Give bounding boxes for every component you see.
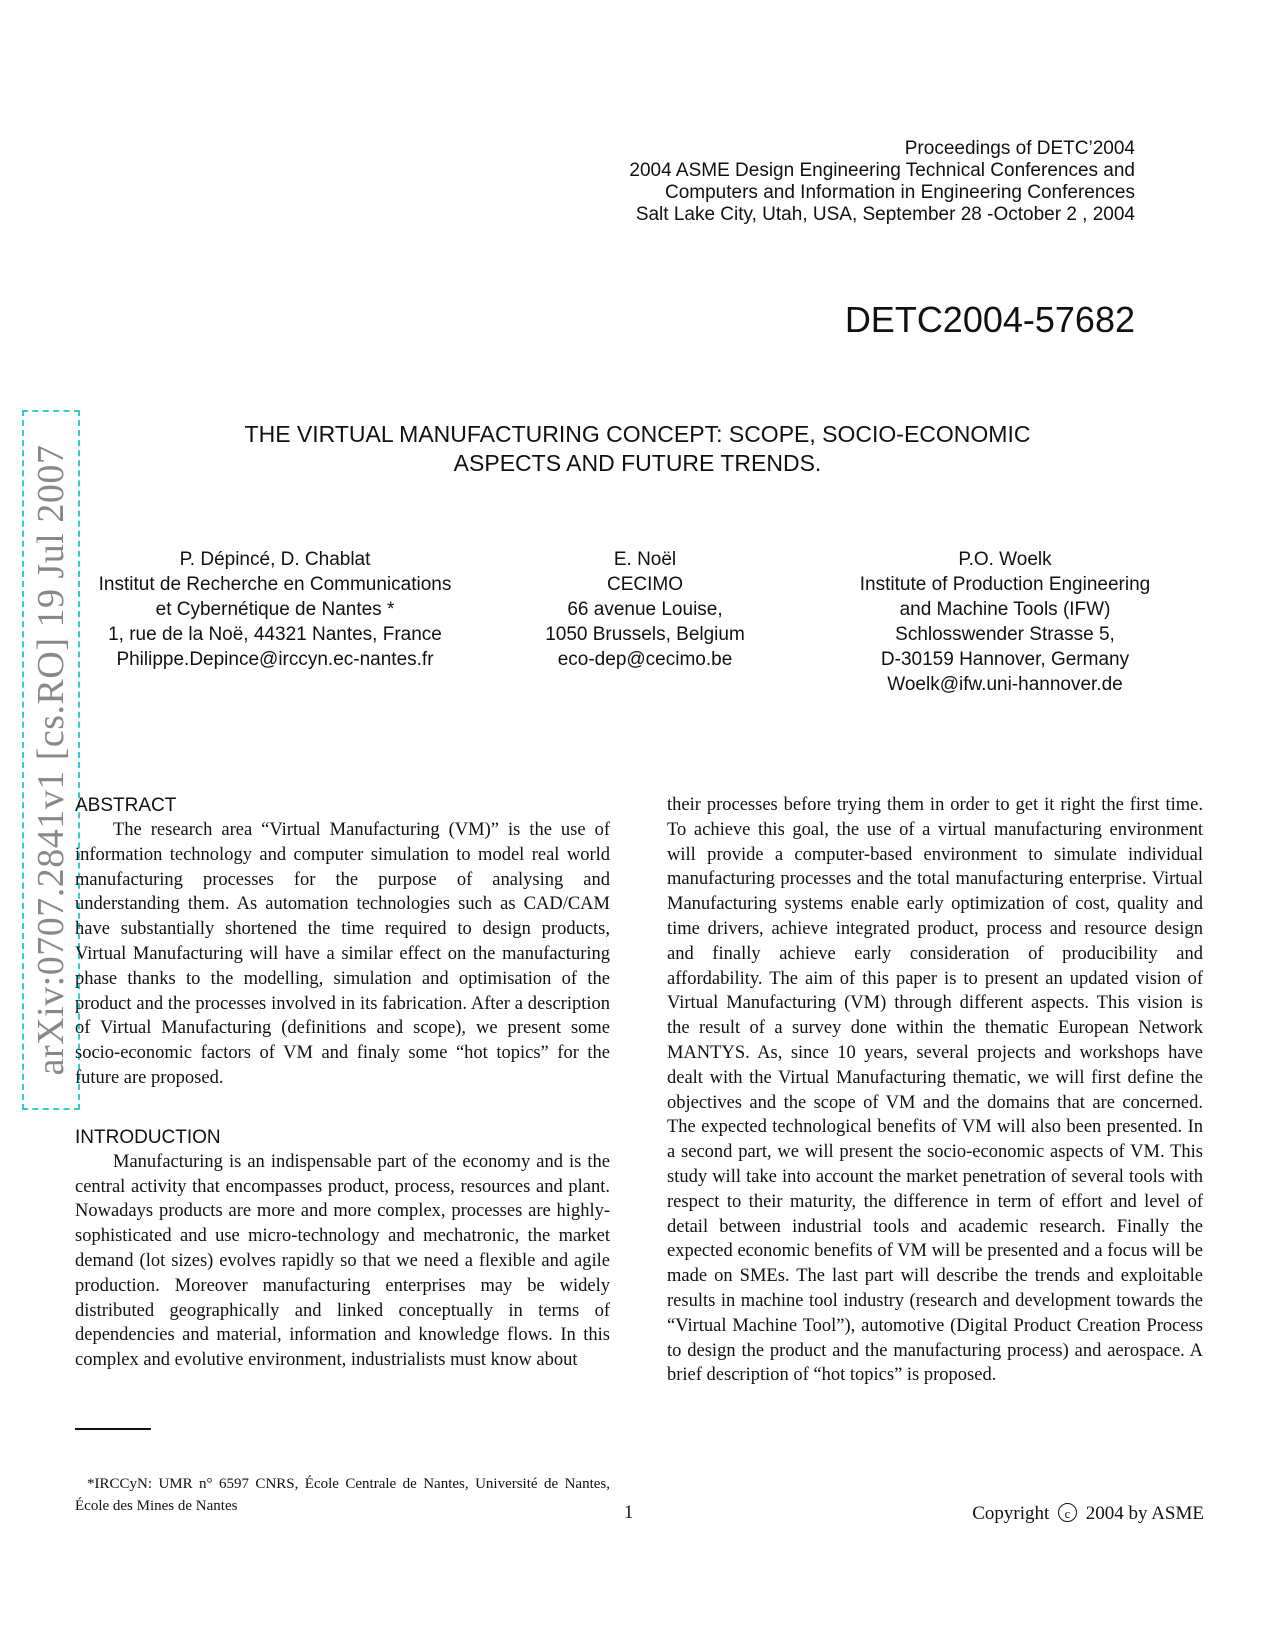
footnote-text: *IRCCyN: UMR n° 6597 CNRS, École Centrale de Nantes, Université de Nantes, École des Mines de Nantes bbox=[75, 1476, 610, 1514]
abstract-text: The research area “Virtual Manufacturing (VM)” is the use of information technology and computer simulation to model real world manufacturing processes for the purpose of analysing and understanding them. As automation technologies such as CAD/CAM have substantially shortened the time required to design products, Virtual Manufacturing will have a similar effect on the manufacturing phase thanks to the modelling, simulation and optimisation of the product and the processes involved in its fabrication. After a description of Virtual Manufacturing (definitions and scope), we present some socio-economic factors of VM and finaly some “hot topics” for the future are proposed. bbox=[75, 820, 610, 1088]
title-line: THE VIRTUAL MANUFACTURING CONCEPT: SCOPE, SOCIO-ECONOMIC bbox=[244, 421, 1031, 447]
author-email: Woelk@ifw.uni-hannover.de bbox=[887, 674, 1123, 695]
left-column bbox=[75, 793, 610, 1373]
proceedings-header bbox=[435, 138, 1135, 226]
author-address: 66 avenue Louise, bbox=[567, 599, 723, 620]
author-names: E. Noël bbox=[613, 549, 677, 570]
proceedings-line: 2004 ASME Design Engineering Technical Conferences and bbox=[629, 160, 1135, 181]
arxiv-identifier: arXiv:0707.2841v1 [cs.RO] 19 Jul 2007 bbox=[30, 444, 72, 1076]
proceedings-line: Proceedings of DETC’2004 bbox=[904, 138, 1135, 159]
author-address: 1050 Brussels, Belgium bbox=[545, 624, 745, 645]
author-address: Schlosswender Strasse 5, bbox=[895, 624, 1115, 645]
author-email: Philippe.Depince@irccyn.ec-nantes.fr bbox=[116, 649, 434, 670]
copyright-icon: c bbox=[1058, 1503, 1077, 1522]
author-affiliation: and Machine Tools (IFW) bbox=[899, 599, 1111, 620]
footnote bbox=[75, 1473, 610, 1517]
copyright-prefix: Copyright bbox=[972, 1503, 1050, 1524]
author-address: 1, rue de la Noë, 44321 Nantes, France bbox=[108, 624, 442, 645]
author-email: eco-dep@cecimo.be bbox=[557, 649, 733, 670]
author-block-1 bbox=[75, 547, 475, 672]
introduction-section bbox=[75, 1125, 610, 1373]
author-affiliation: Institut de Recherche en Communications bbox=[98, 574, 452, 595]
proceedings-line: Computers and Information in Engineering Conferences bbox=[665, 182, 1135, 203]
paper-id: DETC2004-57682 bbox=[844, 299, 1135, 340]
title-line: ASPECTS AND FUTURE TRENDS. bbox=[453, 450, 822, 476]
copyright-notice bbox=[972, 1503, 1204, 1525]
copyright-suffix: 2004 by ASME bbox=[1085, 1503, 1204, 1524]
author-address: D-30159 Hannover, Germany bbox=[880, 649, 1130, 670]
footnote-rule bbox=[75, 1428, 151, 1430]
introduction-text-right: their processes before trying them in order to get it right the first time. To achieve this goal, the use of a virtual manufacturing environment will provide a computer-based environment to simulate individual manufacturing processes and the total manufacturing enterprise. Virtual Manufacturing systems enable early optimization of cost, quality and time drivers, achieve integrated product, process and resource design and finally achieve early consideration of producibility and affordability. The aim of this paper is to present an updated vision of Virtual Manufacturing (VM) through different aspects. This vision is the result of a survey done within the thematic European Network MANTYS. As, since 10 years, several projects and workshops have dealt with the Virtual Manufacturing thematic, we will first define the objectives and the scope of VM and the domains that are concerned. The expected technological benefits of VM will also been presented. In a second part, we will present the socio-economic aspects of VM. This study will take into account the market penetration of several tools with respect to their maturity, the difference in term of effort and level of detail between industrial tools and academic research. Finally the expected economic benefits of VM will be presented and a focus will be made on SMEs. The last part will describe the trends and exploitable results in machine tool industry (research and development towards the “Virtual Machine Tool”), automotive (Digital Product Creation Process to design the product and the manufacturing process) and aerospace. A brief description of “hot topics” is proposed. bbox=[667, 795, 1203, 1386]
arxiv-stamp bbox=[22, 410, 80, 1110]
abstract-heading: ABSTRACT bbox=[75, 795, 177, 816]
page-number: 1 bbox=[624, 1503, 634, 1523]
author-affiliation: et Cybernétique de Nantes * bbox=[155, 599, 395, 620]
paper-title bbox=[95, 420, 1180, 478]
author-block-3 bbox=[830, 547, 1180, 697]
author-affiliation: Institute of Production Engineering bbox=[859, 574, 1151, 595]
author-affiliation: CECIMO bbox=[607, 574, 683, 595]
introduction-heading: INTRODUCTION bbox=[75, 1126, 221, 1148]
right-column bbox=[667, 793, 1203, 1388]
author-names: P. Dépincé, D. Chablat bbox=[179, 549, 371, 570]
introduction-text-left: Manufacturing is an indispensable part of the economy and is the central activity that encompasses product, process, resources and plant. Nowadays products are more and more complex, processes are highly-sophisticated and use micro-technology and mechatronic, the market demand (lot sizes) evolves rapidly so that we need a flexible and agile production. Moreover manufacturing enterprises may be widely distributed geographically and linked conceptually in terms of dependencies and material, information and knowledge flows. In this complex and evolutive environment, industrialists must know about bbox=[75, 1151, 610, 1371]
author-names: P.O. Woelk bbox=[958, 549, 1052, 570]
proceedings-line: Salt Lake City, Utah, USA, September 28 -October 2 , 2004 bbox=[635, 204, 1135, 225]
author-block-2 bbox=[495, 547, 795, 672]
